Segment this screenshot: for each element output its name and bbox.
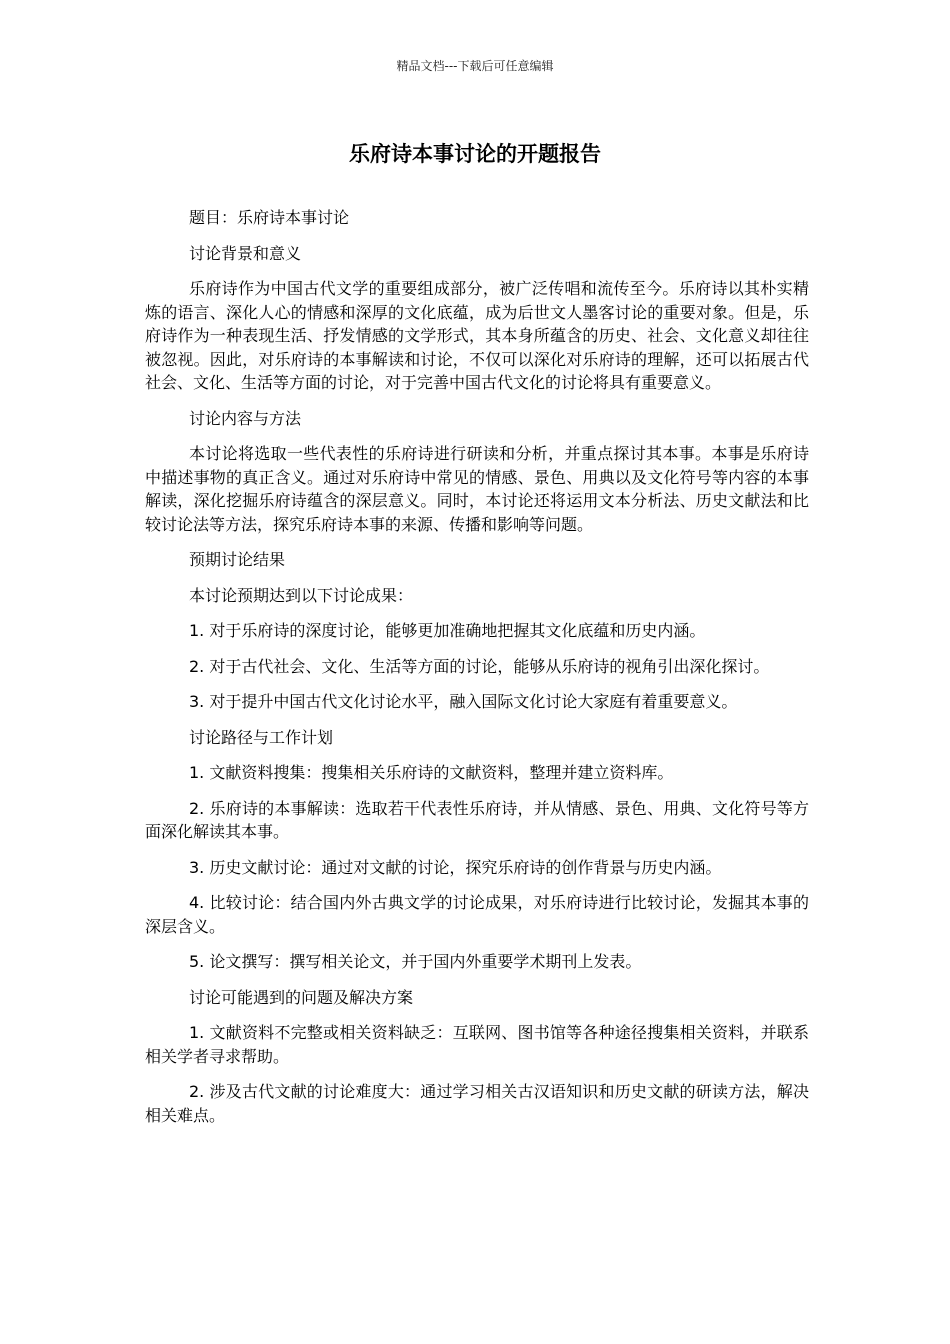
- work-plan-item: 4. 比较讨论：结合国内外古典文学的讨论成果，对乐府诗进行比较讨论，发掘其本事的深层含义。: [145, 893, 809, 936]
- work-plan-item: 1. 文献资料搜集：搜集相关乐府诗的文献资料，整理并建立资料库。: [189, 763, 674, 782]
- topic-line: 题目：乐府诗本事讨论: [189, 208, 350, 227]
- document-body: [145, 206, 809, 1139]
- content-method-paragraph: 本讨论将选取一些代表性的乐府诗进行研读和分析，并重点探讨其本事。本事是乐府诗中描述事物的真正含义。通过对乐府诗中常见的情感、景色、用典以及文化符号等内容的本事解读，深化挖掘乐府诗蕴含的深层意义。同时，本讨论还将运用文本分析法、历史文献法和比较讨论法等方法，探究乐府诗本事的来源、传播和影响等问题。: [145, 444, 809, 534]
- expected-result-item: 2. 对于古代社会、文化、生活等方面的讨论，能够从乐府诗的视角引出深化探讨。: [189, 656, 770, 676]
- problem-solution-item: 2. 涉及古代文献的讨论难度大：通过学习相关古汉语知识和历史文献的研读方法，解决相关难点。: [145, 1082, 809, 1125]
- section-heading-content-method: 讨论内容与方法: [189, 408, 302, 428]
- expected-result-item: 3. 对于提升中国古代文化讨论水平，融入国际文化讨论大家庭有着重要意义。: [189, 692, 738, 711]
- problem-solution-item: 1. 文献资料不完整或相关资料缺乏：互联网、图书馆等各种途径搜集相关资料，并联系相关学者寻求帮助。: [145, 1023, 809, 1066]
- expected-results-intro: 本讨论预期达到以下讨论成果：: [189, 585, 414, 605]
- section-heading-background: 讨论背景和意义: [189, 243, 302, 263]
- document-title: 乐府诗本事讨论的开题报告: [349, 142, 601, 166]
- expected-result-item: 1. 对于乐府诗的深度讨论，能够更加准确地把握其文化底蕴和历史内涵。: [189, 621, 706, 640]
- work-plan-item: 5. 论文撰写：撰写相关论文，并于国内外重要学术期刊上发表。: [189, 952, 642, 971]
- background-paragraph: 乐府诗作为中国古代文学的重要组成部分，被广泛传唱和流传至今。乐府诗以其朴实精炼的语言、深化人心的情感和深厚的文化底蕴，成为后世文人墨客讨论的重要对象。但是，乐府诗作为一种表现生活、抒发情感的文学形式，其本身所蕴含的历史、社会、文化意义却往往被忽视。因此，对乐府诗的本事解读和讨论，不仅可以深化对乐府诗的理解，还可以拓展古代社会、文化、生活等方面的讨论，对于完善中国古代文化的讨论将具有重要意义。: [145, 279, 809, 392]
- section-heading-problems-solutions: 讨论可能遇到的问题及解决方案: [189, 987, 414, 1007]
- work-plan-item: 3. 历史文献讨论：通过对文献的讨论，探究乐府诗的创作背景与历史内涵。: [189, 857, 722, 877]
- section-heading-work-plan: 讨论路径与工作计划: [189, 727, 334, 747]
- header-note: 精品文档---下载后可任意编辑: [396, 59, 554, 73]
- work-plan-item: 2. 乐府诗的本事解读：选取若干代表性乐府诗，并从情感、景色、用典、文化符号等方面深化解读其本事。: [145, 798, 809, 841]
- section-heading-expected-results: 预期讨论结果: [189, 550, 286, 569]
